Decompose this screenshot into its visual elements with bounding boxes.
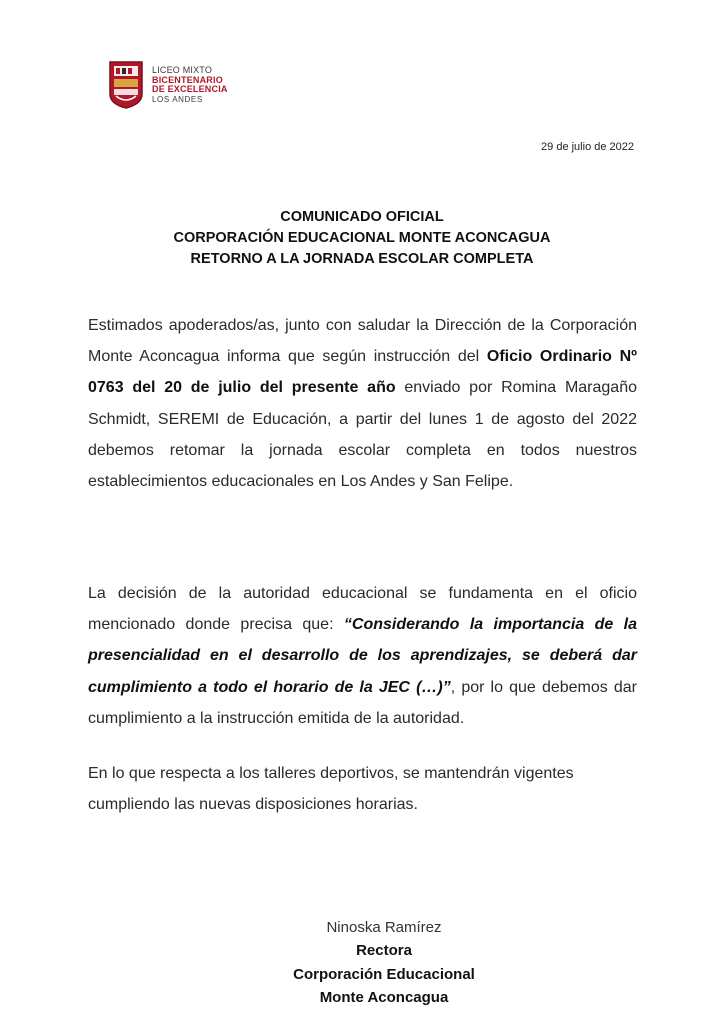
document-heading [88,207,636,270]
paragraph-2-quote: “Considerando la importancia de la presencialidad en el desarrollo de los aprendizajes, se deberá dar cumplimiento a todo el horario de la JEC (…)” [88,616,637,696]
signer-org-line-2: Monte Aconcagua [319,988,449,1006]
paragraph-1 [88,310,637,497]
signer-title: Rectora [356,942,412,960]
heading-line-3: RETORNO A LA JORNADA ESCOLAR COMPLETA [190,251,534,267]
school-logo [108,60,228,110]
signer-name: Ninoska Ramírez [326,919,442,936]
logo-line-1: LICEO MIXTO [152,65,213,75]
paragraph-1-bold: Oficio Ordinario Nº 0763 del 20 de julio del presente año [88,348,637,397]
logo-line-4: LOS ANDES [152,94,203,104]
paragraph-2-part-2: , por lo que debemos dar cumplimiento a la instrucción emitida de la autoridad. [88,678,637,727]
logo-line-3: DE EXCELENCIA [152,84,228,94]
paragraph-2-part-1: La decisión de la autoridad educacional se fundamenta en el oficio mencionado donde precisa que: [88,585,637,634]
heading-line-1: COMUNICADO OFICIAL [280,209,444,225]
heading-line-2: CORPORACIÓN EDUCACIONAL MONTE ACONCAGUA [173,230,551,246]
paragraph-2 [88,578,637,734]
signature-block [234,916,534,1009]
document-date: 29 de julio de 2022 [541,141,634,153]
logo-line-2: BICENTENARIO [152,74,223,85]
school-crest-icon [108,60,144,110]
paragraph-1-part-1: Estimados apoderados/as, junto con saludar la Dirección de la Corporación Monte Aconcagua informa que según instrucción del [88,317,637,366]
signer-org-line-1: Corporación Educacional [293,965,475,983]
paragraph-1-part-2: enviado por Romina Maragaño Schmidt, SEREMI de Educación, a partir del lunes 1 de agosto del 2022 debemos retomar la jornada escolar completa en todos nuestros establecimientos educacionales en Los Andes y San Felipe. [88,379,638,491]
paragraph-3: En lo que respecta a los talleres deportivos, se mantendrán vigentes cumpliendo las nuevas disposiciones horarias. [88,765,574,814]
school-logo-text [152,66,228,104]
